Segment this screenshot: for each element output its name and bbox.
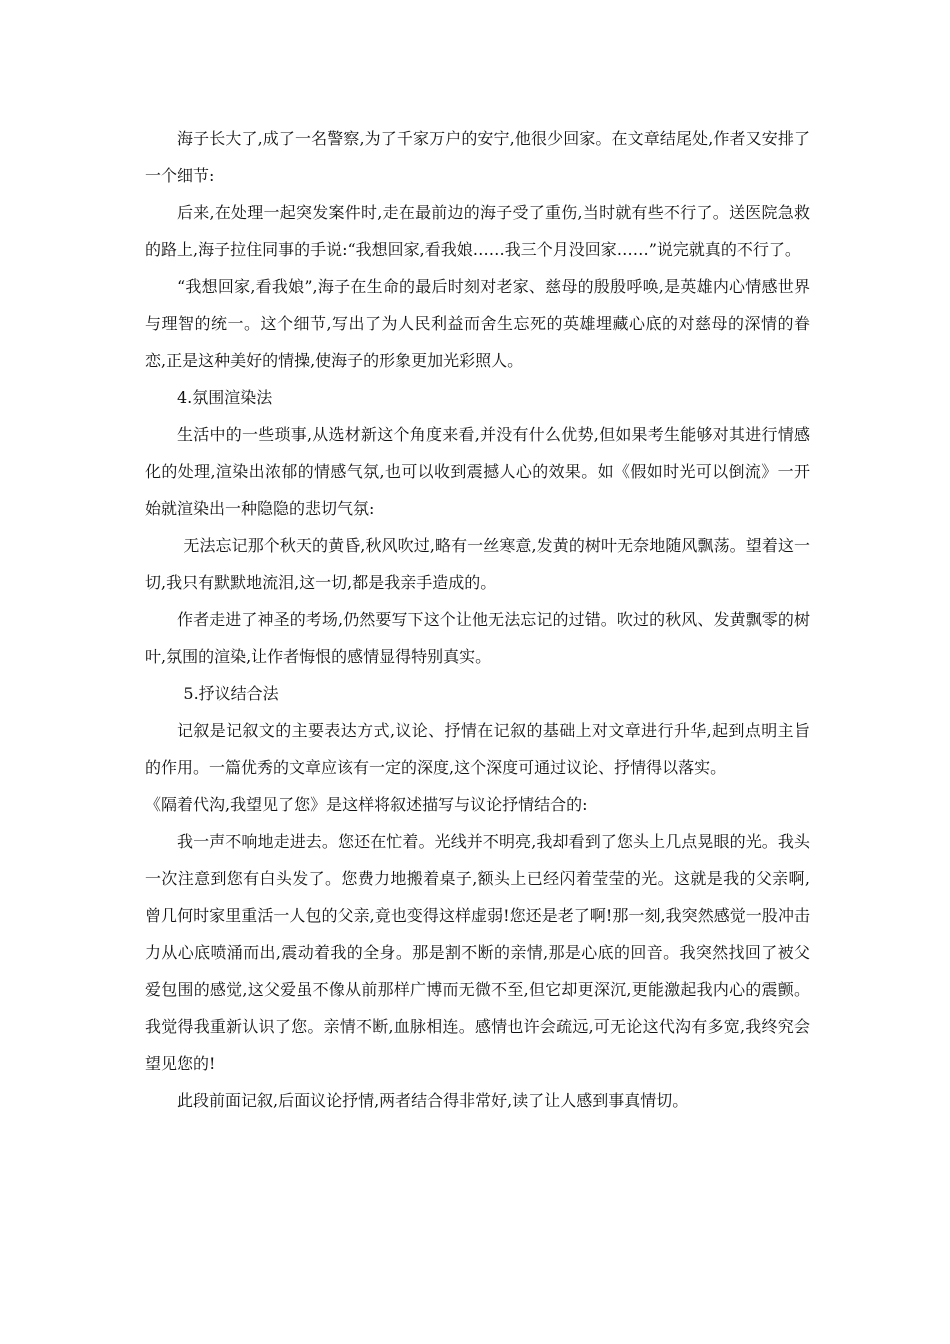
paragraph-atmosphere-analysis: 作者走进了神圣的考场,仍然要写下这个让他无法忘记的过错。吹过的秋风、发黄飘零的树叶,氛围的渲染,让作者悔恨的感情显得特别真实。: [145, 610, 810, 666]
paragraph-narrative: 海子长大了,成了一名警察,为了千家万户的安宁,他很少回家。在文章结尾处,作者又安排了一个细节:: [145, 129, 810, 185]
paragraph-example-title: 《隔着代沟,我望见了您》是这样将叙述描写与议论抒情结合的:: [145, 795, 588, 814]
paragraph-combination-intro: 记叙是记叙文的主要表达方式,议论、抒情在记叙的基础上对文章进行升华,起到点明主旨的作用。一篇优秀的文章应该有一定的深度,这个深度可通过议论、抒情得以落实。: [145, 721, 810, 777]
paragraph-quote-autumn: 无法忘记那个秋天的黄昏,秋风吹过,略有一丝寒意,发黄的树叶无奈地随风飘荡。望着这一切,我只有默默地流泪,这一切,都是我亲手造成的。: [145, 536, 810, 592]
paragraph-quote-father: 我一声不响地走进去。您还在忙着。光线并不明亮,我却看到了您头上几点晃眼的光。我头一次注意到您有白头发了。您费力地搬着桌子,额头上已经闪着莹莹的光。这就是我的父亲啊,曾几何时家里重活一人包的父亲,竟也变得这样虚弱!您还是老了啊!那一刻,我突然感觉一股冲击力从心底喷涌而出,震动着我的全身。那是割不断的亲情,那是心底的回音。我突然找回了被父爱包围的感觉,这父爱虽不像从前那样广博而无微不至,但它却更深沉,更能激起我内心的震颤。我觉得我重新认识了您。亲情不断,血脉相连。感情也许会疏远,可无论这代沟有多宽,我终究会望见您的!: [145, 832, 810, 1073]
paragraph-atmosphere-intro: 生活中的一些琐事,从选材新这个角度来看,并没有什么优势,但如果考生能够对其进行情感化的处理,渲染出浓郁的情感气氛,也可以收到震撼人心的效果。如《假如时光可以倒流》一开始就渲染出一种隐隐的悲切气氛:: [145, 425, 810, 518]
paragraph-conclusion: 此段前面记叙,后面议论抒情,两者结合得非常好,读了让人感到事真情切。: [177, 1091, 689, 1110]
document-page: [145, 120, 810, 1119]
paragraph-quote-ending: 后来,在处理一起突发案件时,走在最前边的海子受了重伤,当时就有些不行了。送医院急救的路上,海子拉住同事的手说:“我想回家,看我娘……我三个月没回家……”说完就真的不行了。: [145, 203, 810, 259]
section-heading-4: 4.氛围渲染法: [177, 388, 273, 407]
section-heading-5: 5.抒议结合法: [183, 684, 279, 703]
paragraph-analysis: “我想回家,看我娘”,海子在生命的最后时刻对老家、慈母的殷殷呼唤,是英雄内心情感世界与理智的统一。这个细节,写出了为人民利益而舍生忘死的英雄埋藏心底的对慈母的深情的眷恋,正是这种美好的情操,使海子的形象更加光彩照人。: [145, 277, 810, 370]
